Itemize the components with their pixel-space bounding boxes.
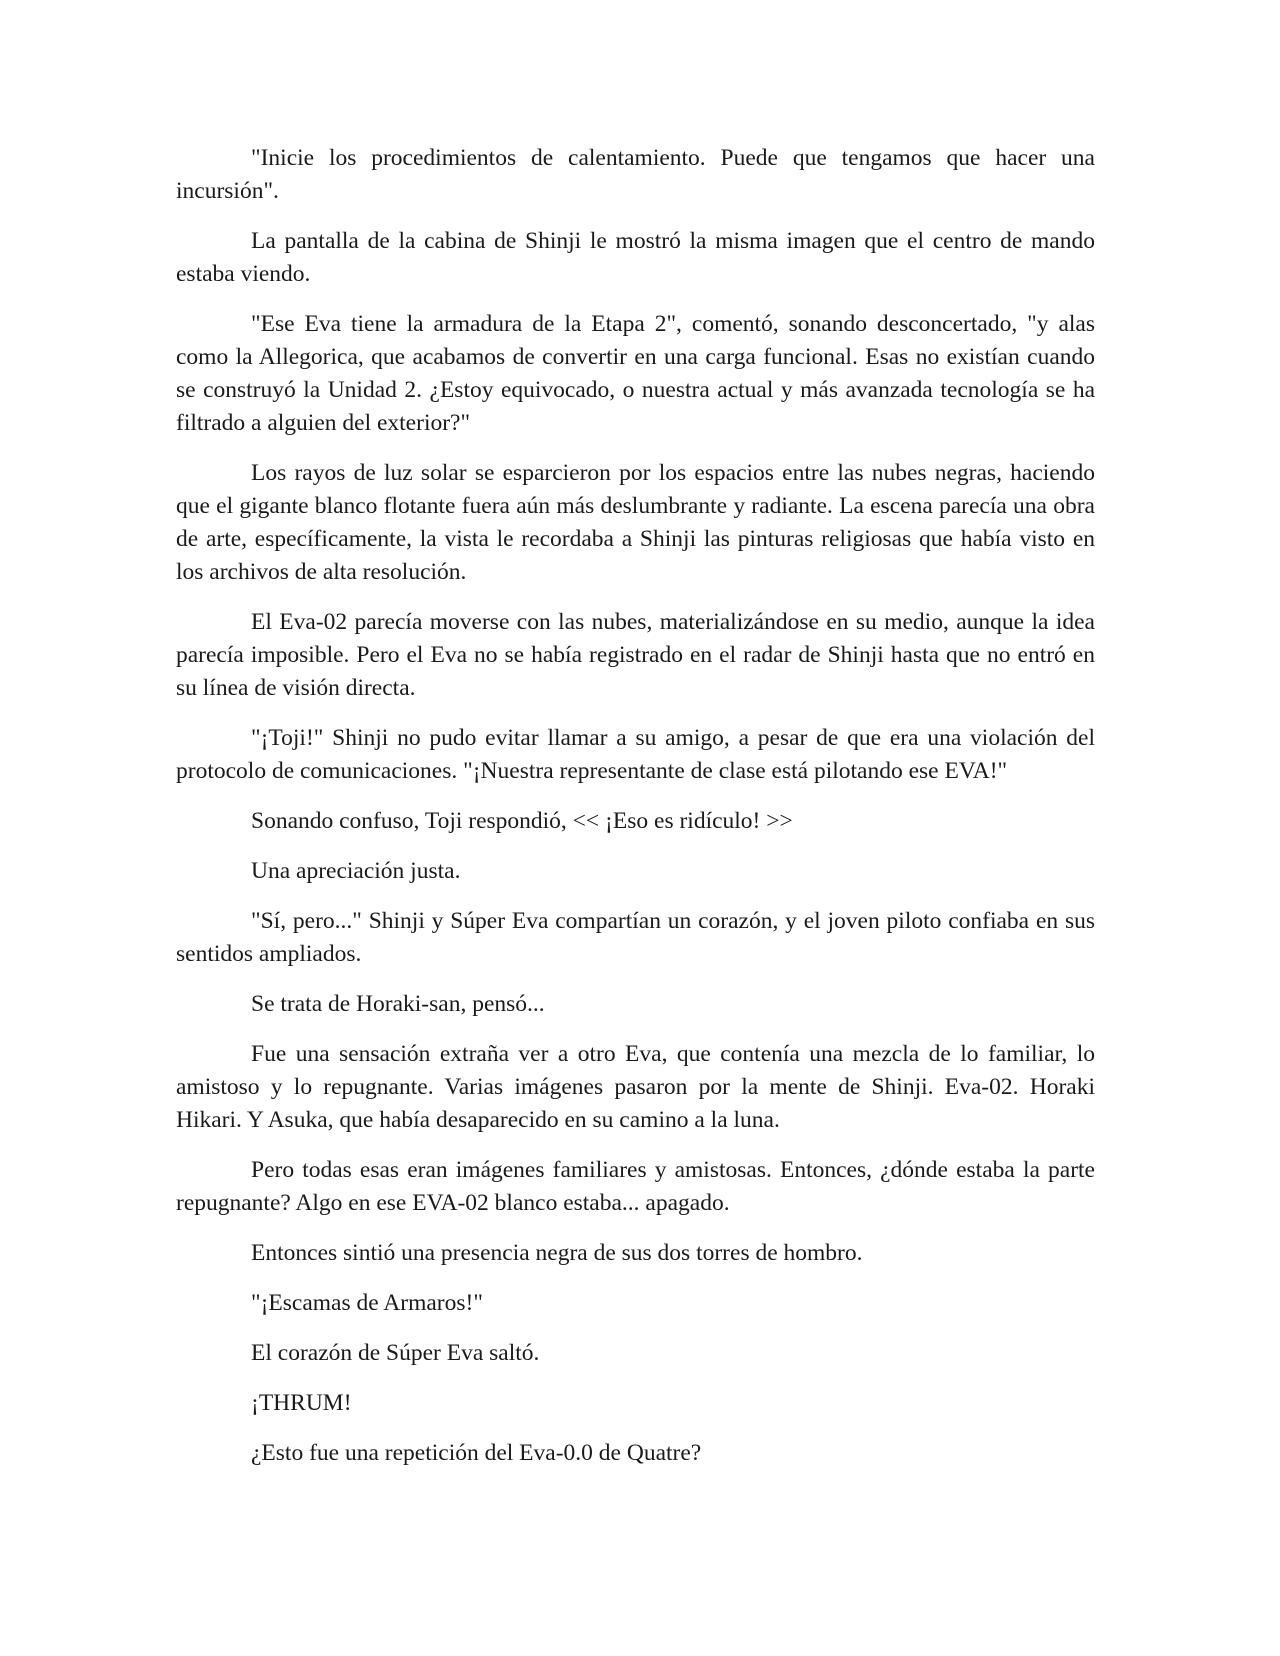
paragraph: Los rayos de luz solar se esparcieron por los espacios entre las nubes negras, haciendo que el gigante blanco flotante fuera aún más deslumbrante y radiante. La escena parecía una obra de arte, específicamente, la vista le recordaba a Shinji las pinturas religiosas que había visto en los archivos de alta resolución. [176, 460, 1095, 585]
paragraph: ¿Esto fue una repetición del Eva-0.0 de Quatre? [251, 1440, 702, 1466]
paragraph: "Ese Eva tiene la armadura de la Etapa 2", comentó, sonando desconcertado, "y alas como la Allegorica, que acabamos de convertir en una carga funcional. Esas no existían cuando se construyó la Unidad 2. ¿Estoy equivocado, o nuestra actual y más avanzada tecnología se ha filtrado a alguien del exterior?" [176, 311, 1095, 436]
paragraph: La pantalla de la cabina de Shinji le mostró la misma imagen que el centro de mando estaba viendo. [176, 228, 1095, 287]
paragraph: "¡Escamas de Armaros!" [251, 1290, 483, 1316]
paragraph: "Inicie los procedimientos de calentamiento. Puede que tengamos que hacer una incursión". [176, 145, 1095, 204]
paragraph: ¡THRUM! [251, 1390, 352, 1416]
paragraph: Pero todas esas eran imágenes familiares y amistosas. Entonces, ¿dónde estaba la parte repugnante? Algo en ese EVA-02 blanco estaba... apagado. [176, 1157, 1095, 1216]
paragraph: "¡Toji!" Shinji no pudo evitar llamar a su amigo, a pesar de que era una violación del protocolo de comunicaciones. "¡Nuestra representante de clase está pilotando ese EVA!" [176, 725, 1095, 784]
paragraph: Fue una sensación extraña ver a otro Eva, que contenía una mezcla de lo familiar, lo amistoso y lo repugnante. Varias imágenes pasaron por la mente de Shinji. Eva-02. Horaki Hikari. Y Asuka, que había desaparecido en su camino a la luna. [176, 1041, 1095, 1133]
paragraph: Una apreciación justa. [251, 858, 461, 884]
paragraph: Sonando confuso, Toji respondió, << ¡Eso es ridículo! >> [251, 808, 793, 834]
paragraph: El corazón de Súper Eva saltó. [251, 1340, 540, 1366]
paragraph: "Sí, pero..." Shinji y Súper Eva compartían un corazón, y el joven piloto confiaba en sus sentidos ampliados. [176, 908, 1095, 967]
document-page [176, 142, 1095, 1487]
paragraph: El Eva-02 parecía moverse con las nubes, materializándose en su medio, aunque la idea parecía imposible. Pero el Eva no se había registrado en el radar de Shinji hasta que no entró en su línea de visión directa. [176, 609, 1095, 701]
paragraph: Entonces sintió una presencia negra de sus dos torres de hombro. [251, 1240, 863, 1266]
paragraph: Se trata de Horaki-san, pensó... [251, 991, 545, 1017]
